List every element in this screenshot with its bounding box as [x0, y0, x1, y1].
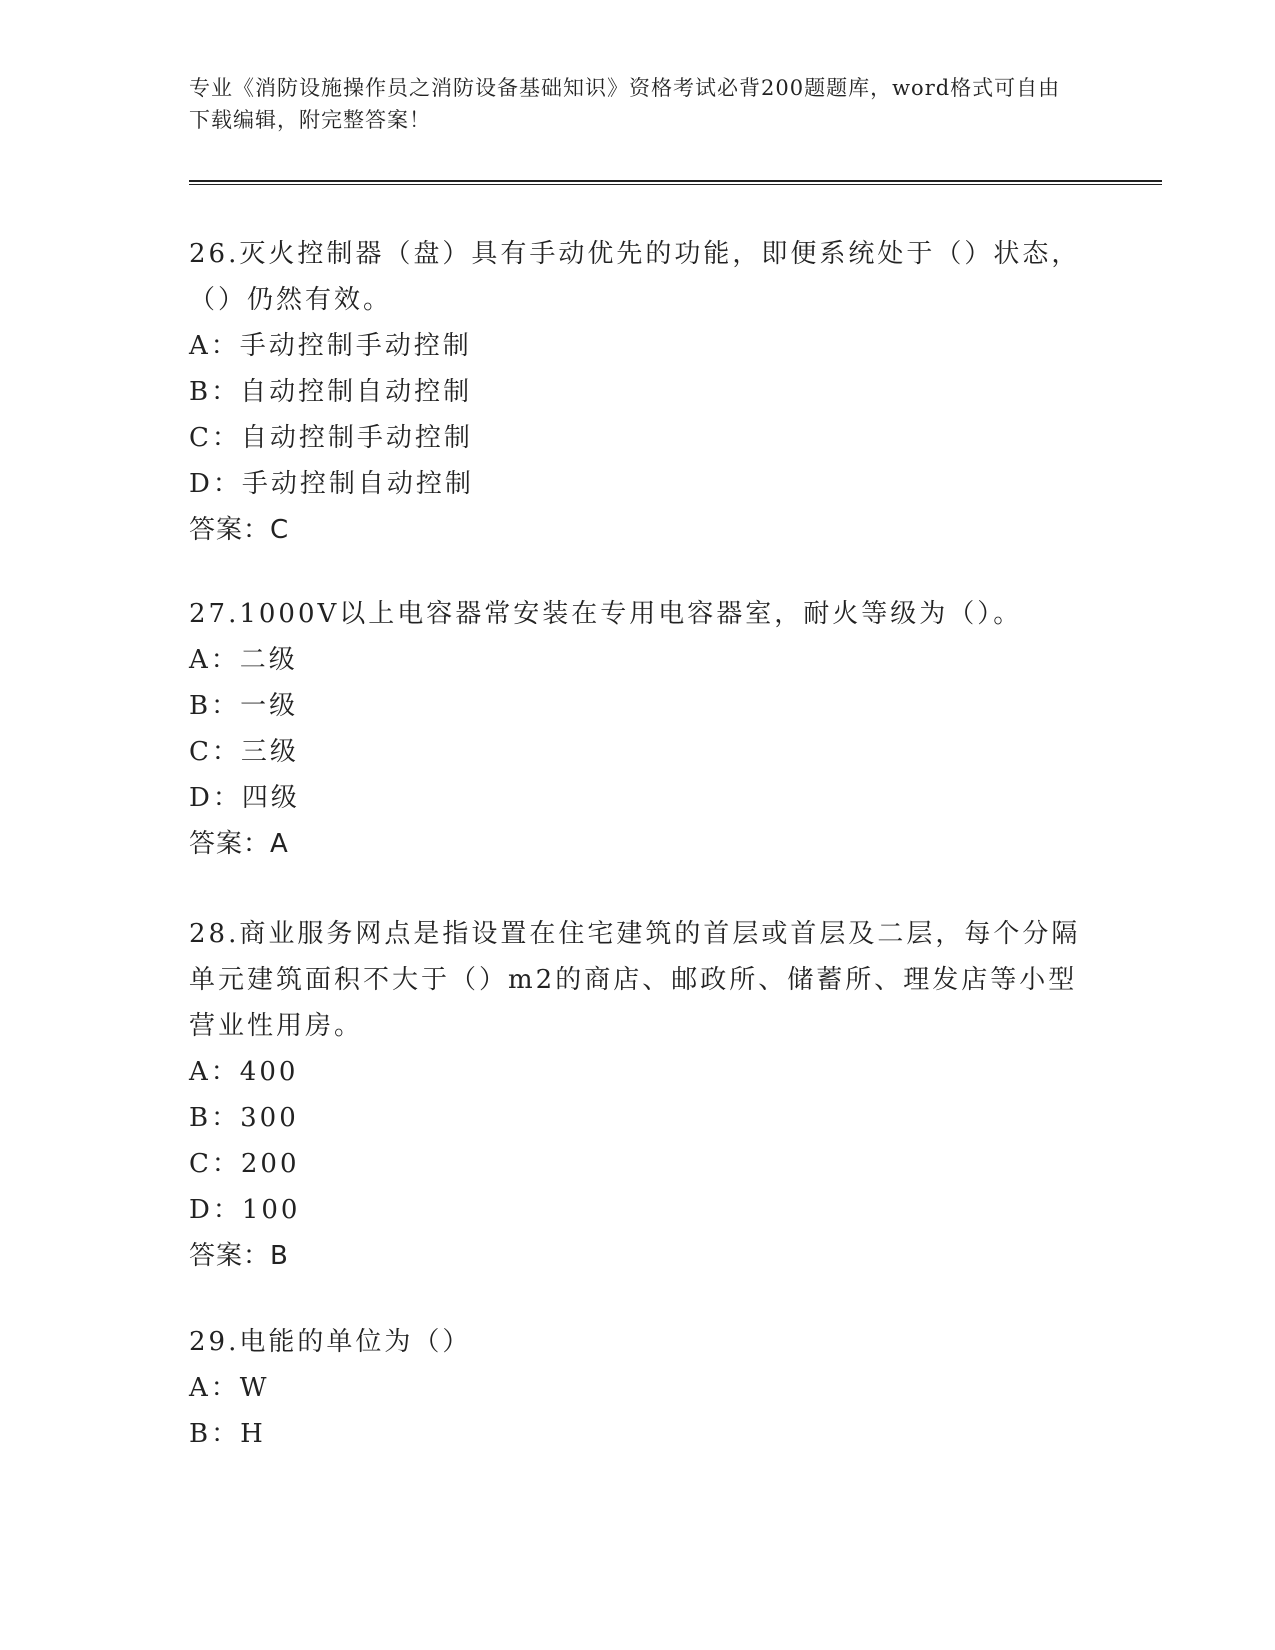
option-b: B：一级 — [189, 691, 299, 721]
question-text: 26.灭火控制器（盘）具有手动优先的功能，即便系统处于（）状态，（）仍然有效。 — [189, 239, 1081, 315]
option-a: A：400 — [189, 1057, 299, 1087]
question-text: 28.商业服务网点是指设置在住宅建筑的首层或首层及二层，每个分隔单元建筑面积不大于（）m2的商店、邮政所、储蓄所、理发店等小型营业性用房。 — [189, 919, 1081, 1041]
option-a: A：二级 — [189, 645, 298, 675]
option-d: D：手动控制自动控制 — [189, 469, 474, 499]
answer: 答案：A — [189, 829, 289, 859]
question-text: 29.电能的单位为（） — [189, 1327, 472, 1357]
option-d: D：100 — [189, 1195, 301, 1225]
header-rule-thick — [189, 180, 1162, 182]
option-d: D：四级 — [189, 783, 300, 813]
question-29 — [189, 1319, 1089, 1457]
option-c: C：自动控制手动控制 — [189, 423, 473, 453]
header-rule-thin — [189, 184, 1162, 185]
option-a: A：W — [189, 1373, 270, 1403]
option-c: C：200 — [189, 1149, 300, 1179]
option-c: C：三级 — [189, 737, 299, 767]
question-27 — [189, 591, 1089, 867]
option-a: A：手动控制手动控制 — [189, 331, 472, 361]
question-26 — [189, 231, 1089, 553]
option-b: B：自动控制自动控制 — [189, 377, 473, 407]
answer: 答案：C — [189, 515, 290, 545]
answer: 答案：B — [189, 1241, 289, 1271]
document-header: 专业《消防设施操作员之消防设备基础知识》资格考试必背200题题库，word格式可自由下载编辑，附完整答案！ — [189, 76, 1061, 132]
question-28 — [189, 911, 1089, 1279]
option-b: B：300 — [189, 1103, 299, 1133]
option-b: B：H — [189, 1419, 266, 1449]
question-text: 27.1000V以上电容器常安装在专用电容器室，耐火等级为（）。 — [189, 599, 1023, 629]
